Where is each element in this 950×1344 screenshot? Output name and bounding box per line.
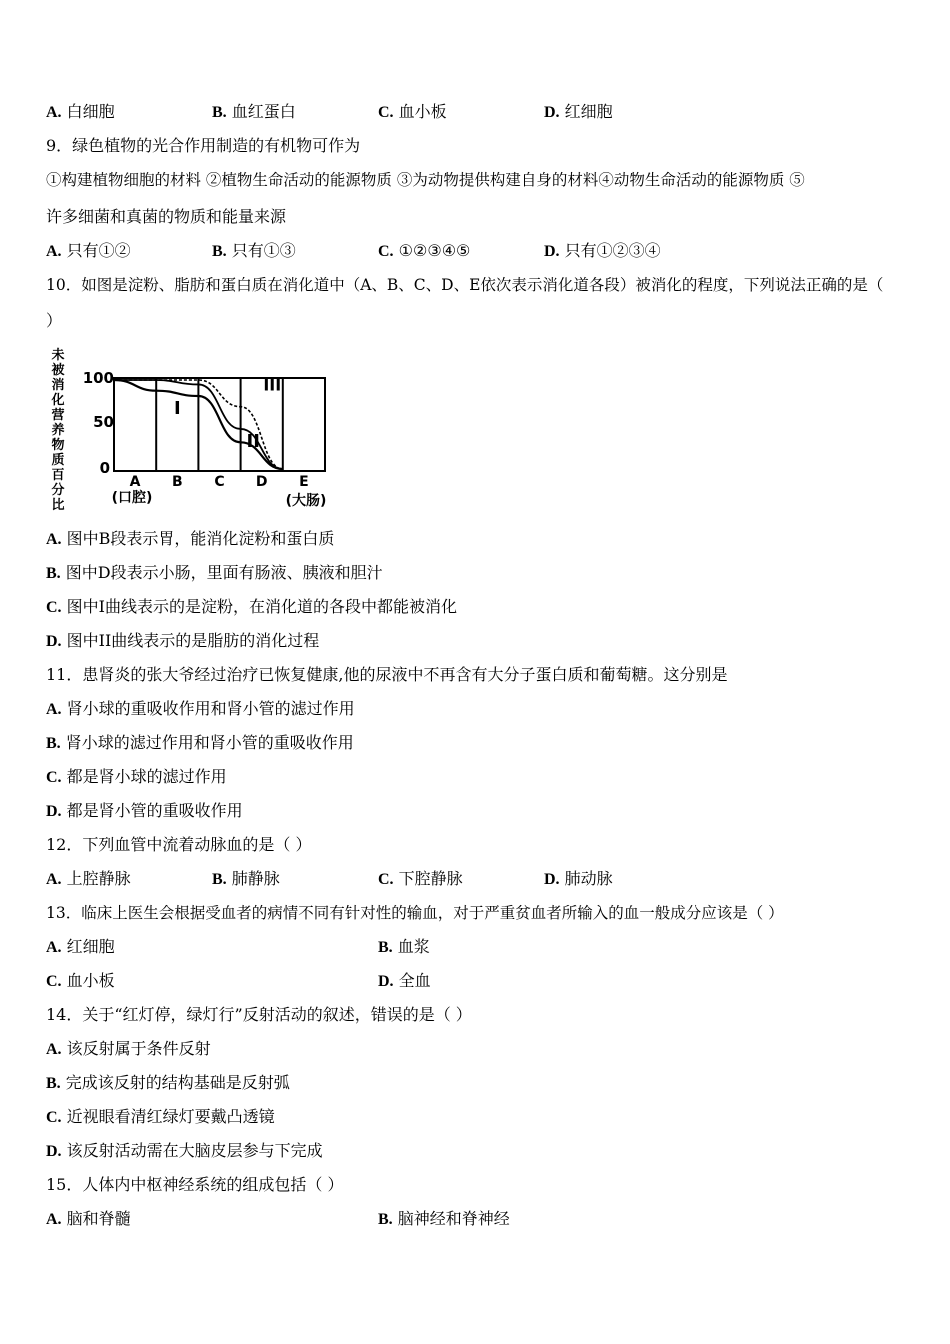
q11-option-a: A. 肾小球的重吸收作用和肾小管的滤过作用 xyxy=(46,699,355,718)
x-category-label: C xyxy=(214,474,225,490)
q8-option-a: A. 白细胞 xyxy=(46,102,115,121)
x-category-label: D xyxy=(255,474,268,490)
q9-option-d: D. 只有①②③④ xyxy=(544,241,661,260)
q8-option-b: B. 血红蛋白 xyxy=(212,102,296,121)
q9-items: ①构建植物细胞的材料 ②植物生命活动的能源物质 ③为动物提供构建自身的材料④动物生命活动的能源物质 ⑤ xyxy=(46,171,805,189)
q11-stem: 11．患肾炎的张大爷经过治疗已恢复健康,他的尿液中不再含有大分子蛋白质和葡萄糖。这分别是 xyxy=(46,665,728,684)
annotation-large-intestine: (大肠) xyxy=(285,493,327,509)
q9-option-b: B. 只有①③ xyxy=(212,241,296,260)
q14-option-c: C. 近视眼看清红绿灯要戴凸透镜 xyxy=(46,1107,275,1126)
y-axis-label-char: 质 xyxy=(51,453,65,468)
y-tick-100: 100 xyxy=(82,369,114,387)
y-axis-label-char: 比 xyxy=(51,498,65,513)
q10-option-d: D. 图中II曲线表示的是脂肪的消化过程 xyxy=(46,631,320,650)
q15-option-a: A. 脑和脊髓 xyxy=(46,1209,131,1228)
y-axis-label-char: 分 xyxy=(51,483,65,498)
y-tick-50: 50 xyxy=(93,413,114,431)
q10-option-b: B. 图中D段表示小肠，里面有肠液、胰液和胆汁 xyxy=(46,563,383,582)
q14-option-b: B. 完成该反射的结构基础是反射弧 xyxy=(46,1073,290,1092)
q12-stem: 12．下列血管中流着动脉血的是（ ） xyxy=(46,835,312,854)
y-axis-label-char: 物 xyxy=(51,438,65,453)
q10-option-a: A. 图中B段表示胃，能消化淀粉和蛋白质 xyxy=(46,529,335,548)
q9-option-a: A. 只有①② xyxy=(46,241,131,260)
q13-option-a: A. 红细胞 xyxy=(46,937,115,956)
q15-stem: 15．人体内中枢神经系统的组成包括（ ） xyxy=(46,1175,344,1194)
q10-stem-continued: ） xyxy=(46,311,63,330)
q13-stem: 13．临床上医生会根据受血者的病情不同有针对性的输血，对于严重贫血者所输入的血一般成分应该是（ ） xyxy=(46,904,784,922)
q13-option-b: B. 血浆 xyxy=(378,937,430,956)
q9-items-continued: 许多细菌和真菌的物质和能量来源 xyxy=(46,207,287,226)
y-axis-label-char: 未 xyxy=(51,348,65,363)
q12-option-b: B. 肺静脉 xyxy=(212,869,280,888)
y-axis-label-char: 百 xyxy=(51,468,65,483)
q9-option-c: C. ①②③④⑤ xyxy=(378,241,471,260)
annotation-mouth: (口腔) xyxy=(111,490,153,506)
plot-frame xyxy=(114,375,325,471)
q12-option-a: A. 上腔静脉 xyxy=(46,869,131,888)
x-category-label: A xyxy=(129,474,141,490)
q14-stem: 14．关于“红灯停，绿灯行”反射活动的叙述，错误的是（ ） xyxy=(46,1005,472,1024)
digestion-chart xyxy=(44,345,354,515)
x-category-label: B xyxy=(171,474,183,490)
q15-option-b: B. 脑神经和脊神经 xyxy=(378,1209,510,1228)
curve-label-I: I xyxy=(173,397,181,419)
x-category-label: E xyxy=(299,474,309,490)
q11-option-c: C. 都是肾小球的滤过作用 xyxy=(46,767,227,786)
y-tick-0: 0 xyxy=(99,459,110,477)
q11-option-b: B. 肾小球的滤过作用和肾小管的重吸收作用 xyxy=(46,733,354,752)
q10-option-c: C. 图中I曲线表示的是淀粉，在消化道的各段中都能被消化 xyxy=(46,597,457,616)
q13-option-c: C. 血小板 xyxy=(46,971,115,990)
y-axis-label-char: 消 xyxy=(51,378,65,393)
curve-label-III: III xyxy=(263,375,282,395)
q11-option-d: D. 都是肾小管的重吸收作用 xyxy=(46,801,243,820)
q8-option-c: C. 血小板 xyxy=(378,102,447,121)
q14-option-a: A. 该反射属于条件反射 xyxy=(46,1039,211,1058)
q13-option-d: D. 全血 xyxy=(378,971,431,990)
curve-label-II: II xyxy=(246,430,260,452)
y-axis-label-char: 化 xyxy=(51,393,65,408)
q9-stem: 9．绿色植物的光合作用制造的有机物可作为 xyxy=(46,136,361,155)
y-axis-label xyxy=(50,347,64,513)
q14-option-d: D. 该反射活动需在大脑皮层参与下完成 xyxy=(46,1141,323,1160)
q8-option-d: D. 红细胞 xyxy=(544,102,613,121)
y-axis-label-char: 营 xyxy=(51,408,65,423)
q12-option-d: D. 肺动脉 xyxy=(544,869,613,888)
q10-stem: 10．如图是淀粉、脂肪和蛋白质在消化道中（A、B、C、D、E依次表示消化道各段）被消化的程度，下列说法正确的是（ xyxy=(46,276,884,294)
y-axis-label-char: 养 xyxy=(51,423,65,438)
y-axis-label-char: 被 xyxy=(51,363,65,378)
q12-option-c: C. 下腔静脉 xyxy=(378,869,463,888)
